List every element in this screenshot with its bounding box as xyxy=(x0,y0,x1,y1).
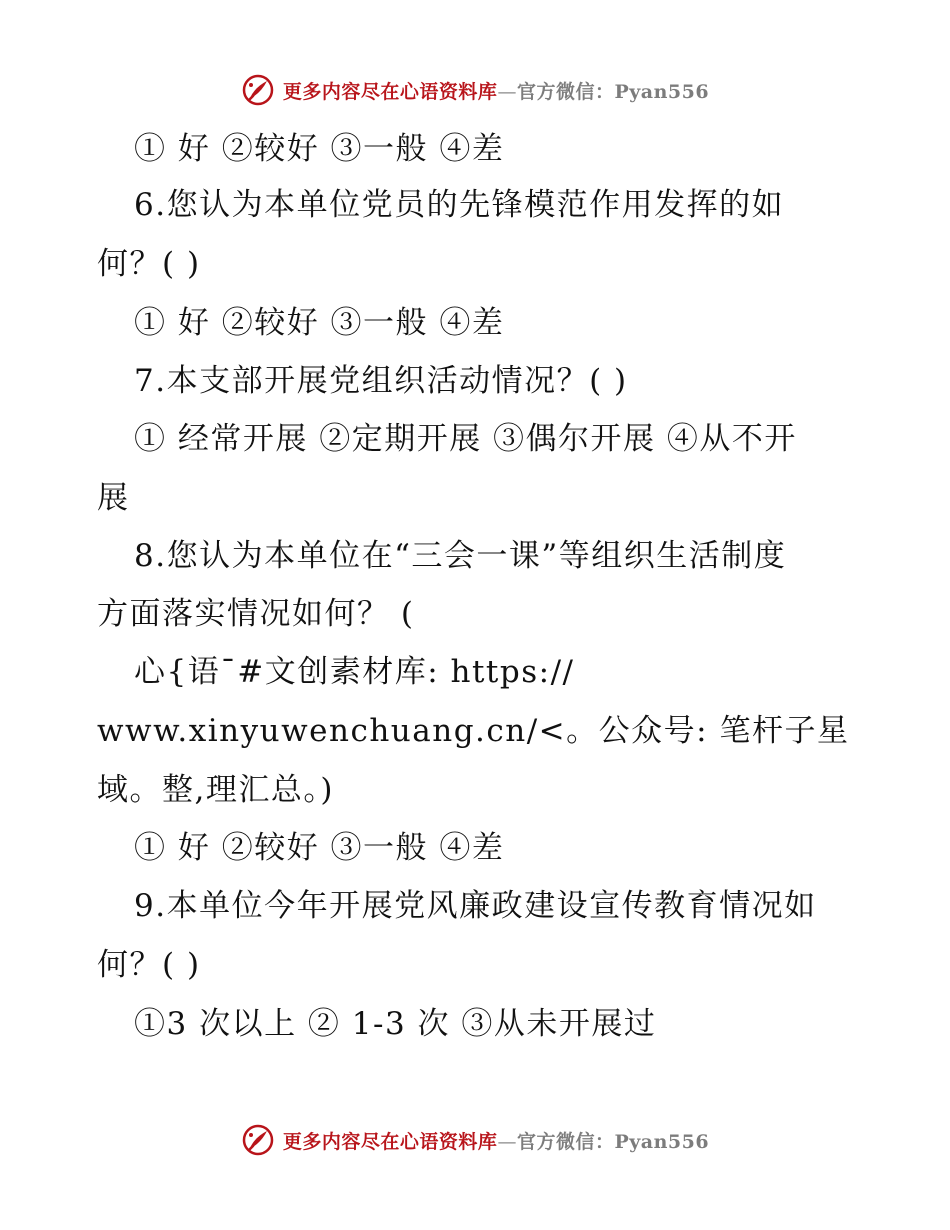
question-continuation: 何？( ) xyxy=(97,947,201,983)
options-line: ①3 次以上 ② 1-3 次 ③从未开展过 xyxy=(134,1006,657,1042)
watermark-line: 域。整,理汇总。) xyxy=(97,772,334,808)
options-continuation: 展 xyxy=(97,480,130,516)
question-continuation: 方面落实情况如何？ ( xyxy=(97,596,415,632)
header-banner xyxy=(0,70,950,110)
question-line: 9.本单位今年开展党风廉政建设宣传教育情况如 xyxy=(134,888,817,924)
options-line: ① 好 ②较好 ③一般 ④差 xyxy=(134,830,505,866)
options-line: ① 好 ②较好 ③一般 ④差 xyxy=(134,131,505,167)
watermark-line: www.xinyuwenchuang.cn/<。公众号: 笔杆子星 xyxy=(97,713,850,749)
footer-banner xyxy=(0,1120,950,1160)
brush-logo-icon xyxy=(241,1123,275,1157)
question-continuation: 何？( ) xyxy=(97,246,201,282)
question-line: 7.本支部开展党组织活动情况？( ) xyxy=(134,363,628,399)
options-line: ① 好 ②较好 ③一般 ④差 xyxy=(134,305,505,341)
watermark-line: 心{语¯#文创素材库: https:// xyxy=(134,654,575,690)
footer-banner-text: 更多内容尽在心语资料库—官方微信：Pyan556 xyxy=(282,1130,710,1153)
brush-logo-icon xyxy=(241,73,275,107)
question-line: 6.您认为本单位党员的先锋模范作用发挥的如 xyxy=(134,187,785,223)
options-line: ① 经常开展 ②定期开展 ③偶尔开展 ④从不开 xyxy=(134,421,797,457)
question-line: 8.您认为本单位在“三会一课”等组织生活制度 xyxy=(134,538,787,574)
header-banner-text: 更多内容尽在心语资料库—官方微信：Pyan556 xyxy=(282,80,710,103)
